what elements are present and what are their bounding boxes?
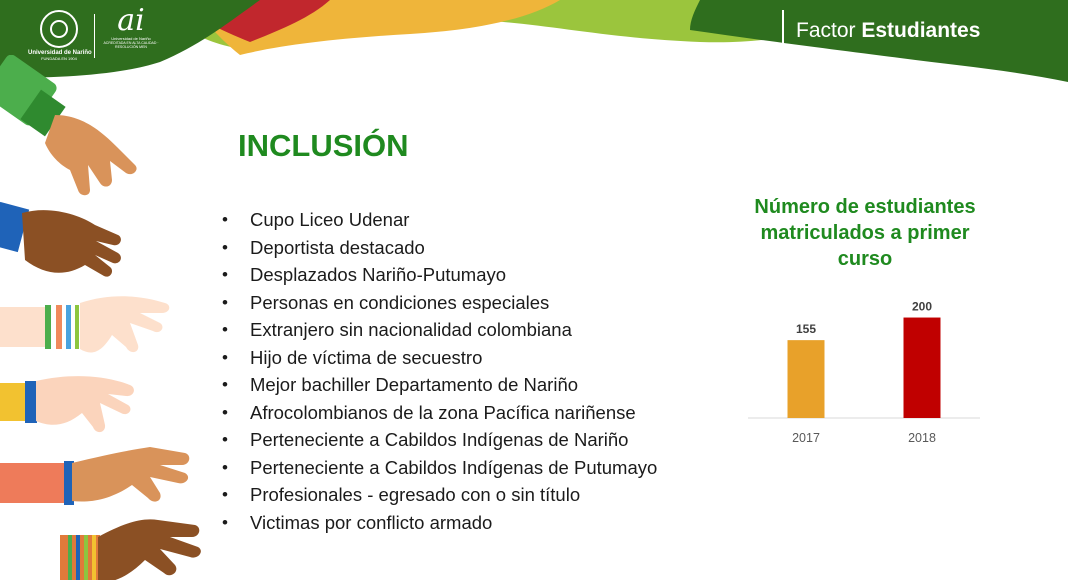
hand-4-icon [0, 376, 134, 432]
page-title: INCLUSIÓN [238, 128, 409, 163]
chart-title [725, 194, 1005, 272]
list-item: • Personas en condiciones especiales [222, 289, 657, 317]
accreditation-mark: ai [117, 3, 145, 38]
chart-title-line: curso [837, 248, 893, 270]
hand-6-icon [60, 519, 201, 580]
list-item: • Hijo de víctima de secuestro [222, 344, 657, 372]
hand-3-icon [0, 296, 169, 352]
hand-1-icon [0, 55, 137, 195]
list-item: • Perteneciente a Cabildos Indígenas de Nariño [222, 426, 657, 454]
chart-title-line: Número de estudiantes [754, 196, 976, 218]
list-item: • Profesionales - egresado con o sin título [222, 481, 657, 509]
bar-2017 [788, 340, 825, 418]
accreditation-logo [100, 3, 162, 49]
bar-2018 [904, 318, 941, 418]
chart-title-line: matriculados a primer [760, 222, 970, 244]
section-label-prefix: Factor [796, 19, 856, 42]
accreditation-line2: ACREDITADA EN ALTA CALIDAD · RESOLUCIÓN MEN [103, 41, 159, 49]
list-item: • Victimas por conflicto armado [222, 509, 657, 537]
criteria-list [222, 206, 657, 536]
section-label [782, 10, 980, 48]
x-tick-label: 2017 [792, 431, 820, 445]
enrollment-bar-chart [740, 290, 990, 460]
university-name: Universidad de Nariño [28, 50, 92, 56]
logo-divider [94, 14, 95, 58]
university-tagline: FUNDADA EN 1904 [41, 56, 77, 61]
list-item: • Extranjero sin nacionalidad colombiana [222, 316, 657, 344]
hand-2-icon [0, 202, 121, 277]
list-item: • Cupo Liceo Udenar [222, 206, 657, 234]
list-item: • Mejor bachiller Departamento de Nariño [222, 371, 657, 399]
accreditation-line1: Universidad de Nariño [111, 36, 151, 41]
hand-5-icon [0, 447, 189, 505]
x-tick-label: 2018 [908, 431, 936, 445]
data-label: 155 [795, 322, 817, 337]
data-label: 200 [911, 299, 933, 314]
list-item: • Deportista destacado [222, 234, 657, 262]
list-item: • Afrocolombianos de la zona Pacífica nariñense [222, 399, 657, 427]
section-label-name: Estudiantes [861, 19, 981, 42]
hands-illustration [0, 55, 210, 580]
list-item: • Desplazados Nariño-Putumayo [222, 261, 657, 289]
list-item: • Perteneciente a Cabildos Indígenas de Putumayo [222, 454, 657, 482]
university-seal-icon [40, 10, 78, 48]
